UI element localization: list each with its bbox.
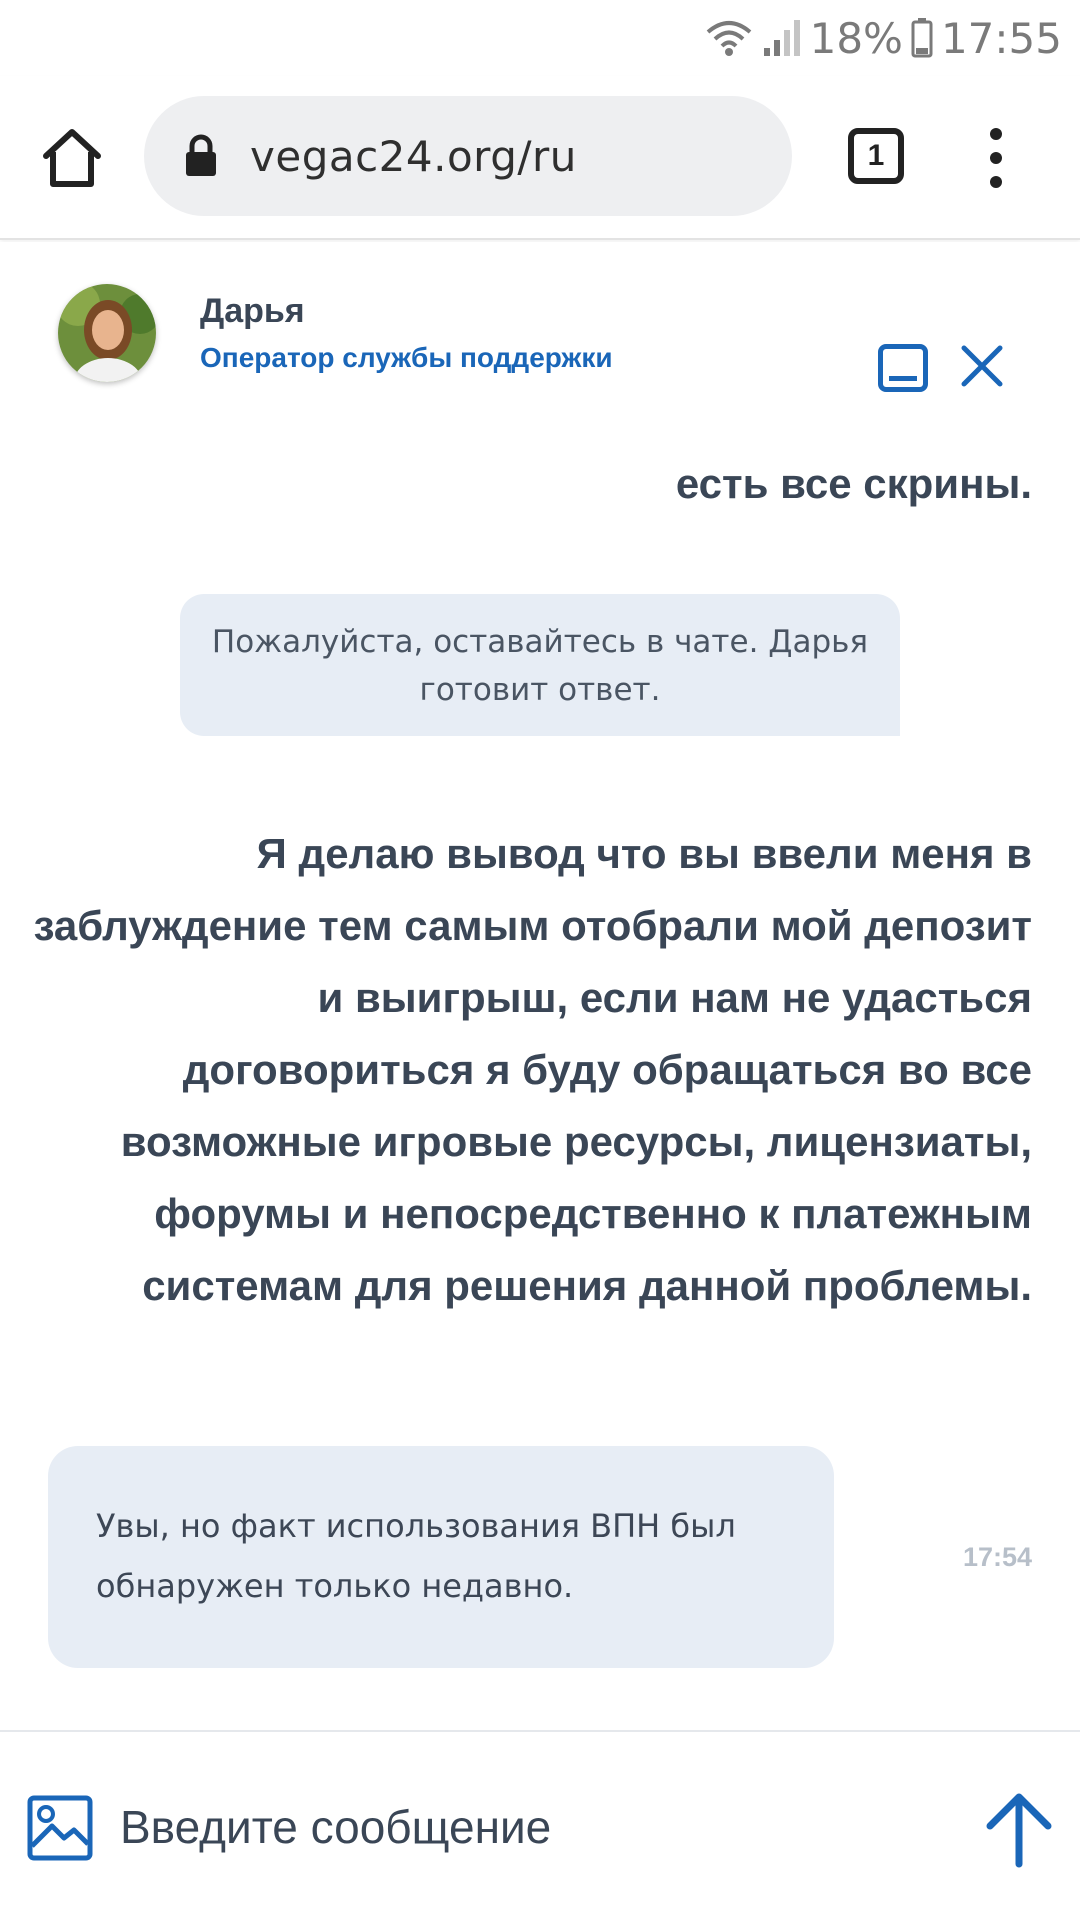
battery-percent: 18%	[809, 13, 903, 63]
chat-header	[0, 242, 1080, 422]
send-arrow-icon[interactable]	[982, 1790, 1056, 1868]
address-bar[interactable]	[144, 96, 792, 216]
status-bar	[0, 0, 1080, 76]
url-text: vegac24.org/ru	[250, 131, 577, 181]
agent-avatar	[58, 284, 156, 382]
agent-message: Увы, но факт использования ВПН был обнаружен только недавно.	[48, 1446, 834, 1668]
chat-messages[interactable]	[0, 424, 1080, 1730]
close-chat-icon[interactable]	[958, 342, 1006, 390]
menu-dot	[990, 128, 1002, 140]
image-attach-icon[interactable]	[26, 1794, 94, 1862]
tab-switcher-button[interactable]	[848, 128, 904, 184]
home-icon[interactable]	[40, 126, 104, 190]
battery-icon	[911, 18, 933, 58]
browser-menu-button[interactable]	[980, 128, 1012, 188]
menu-dot	[990, 176, 1002, 188]
message-timestamp: 17:54	[962, 1542, 1032, 1572]
menu-dot	[990, 152, 1002, 164]
system-notice: Пожалуйста, оставайтесь в чате. Дарья готовит ответ.	[180, 594, 900, 736]
message-input[interactable]	[120, 1792, 940, 1862]
minimize-chat-button[interactable]	[878, 344, 928, 392]
browser-toolbar	[0, 76, 1080, 240]
agent-name: Дарья	[200, 292, 305, 330]
agent-role: Оператор службы поддержки	[200, 342, 613, 373]
status-icons	[704, 10, 1062, 66]
tab-count: 1	[867, 139, 885, 172]
lock-icon	[184, 134, 218, 178]
clock: 17:55	[940, 13, 1062, 63]
user-message-partial: есть все скрины.	[675, 460, 1032, 507]
user-message: Я делаю вывод что вы ввели меня в заблуждение тем самым отобрали мой депозит и выигрыш, если нам не удасться договориться я буду обращаться во все возможные игровые ресурсы, лицензиаты, форумы и непосредственно к платежным системам для решения данной проблемы.	[33, 830, 1032, 1309]
signal-icon	[762, 18, 802, 58]
message-input-bar	[0, 1730, 1080, 1920]
wifi-icon	[704, 18, 754, 58]
